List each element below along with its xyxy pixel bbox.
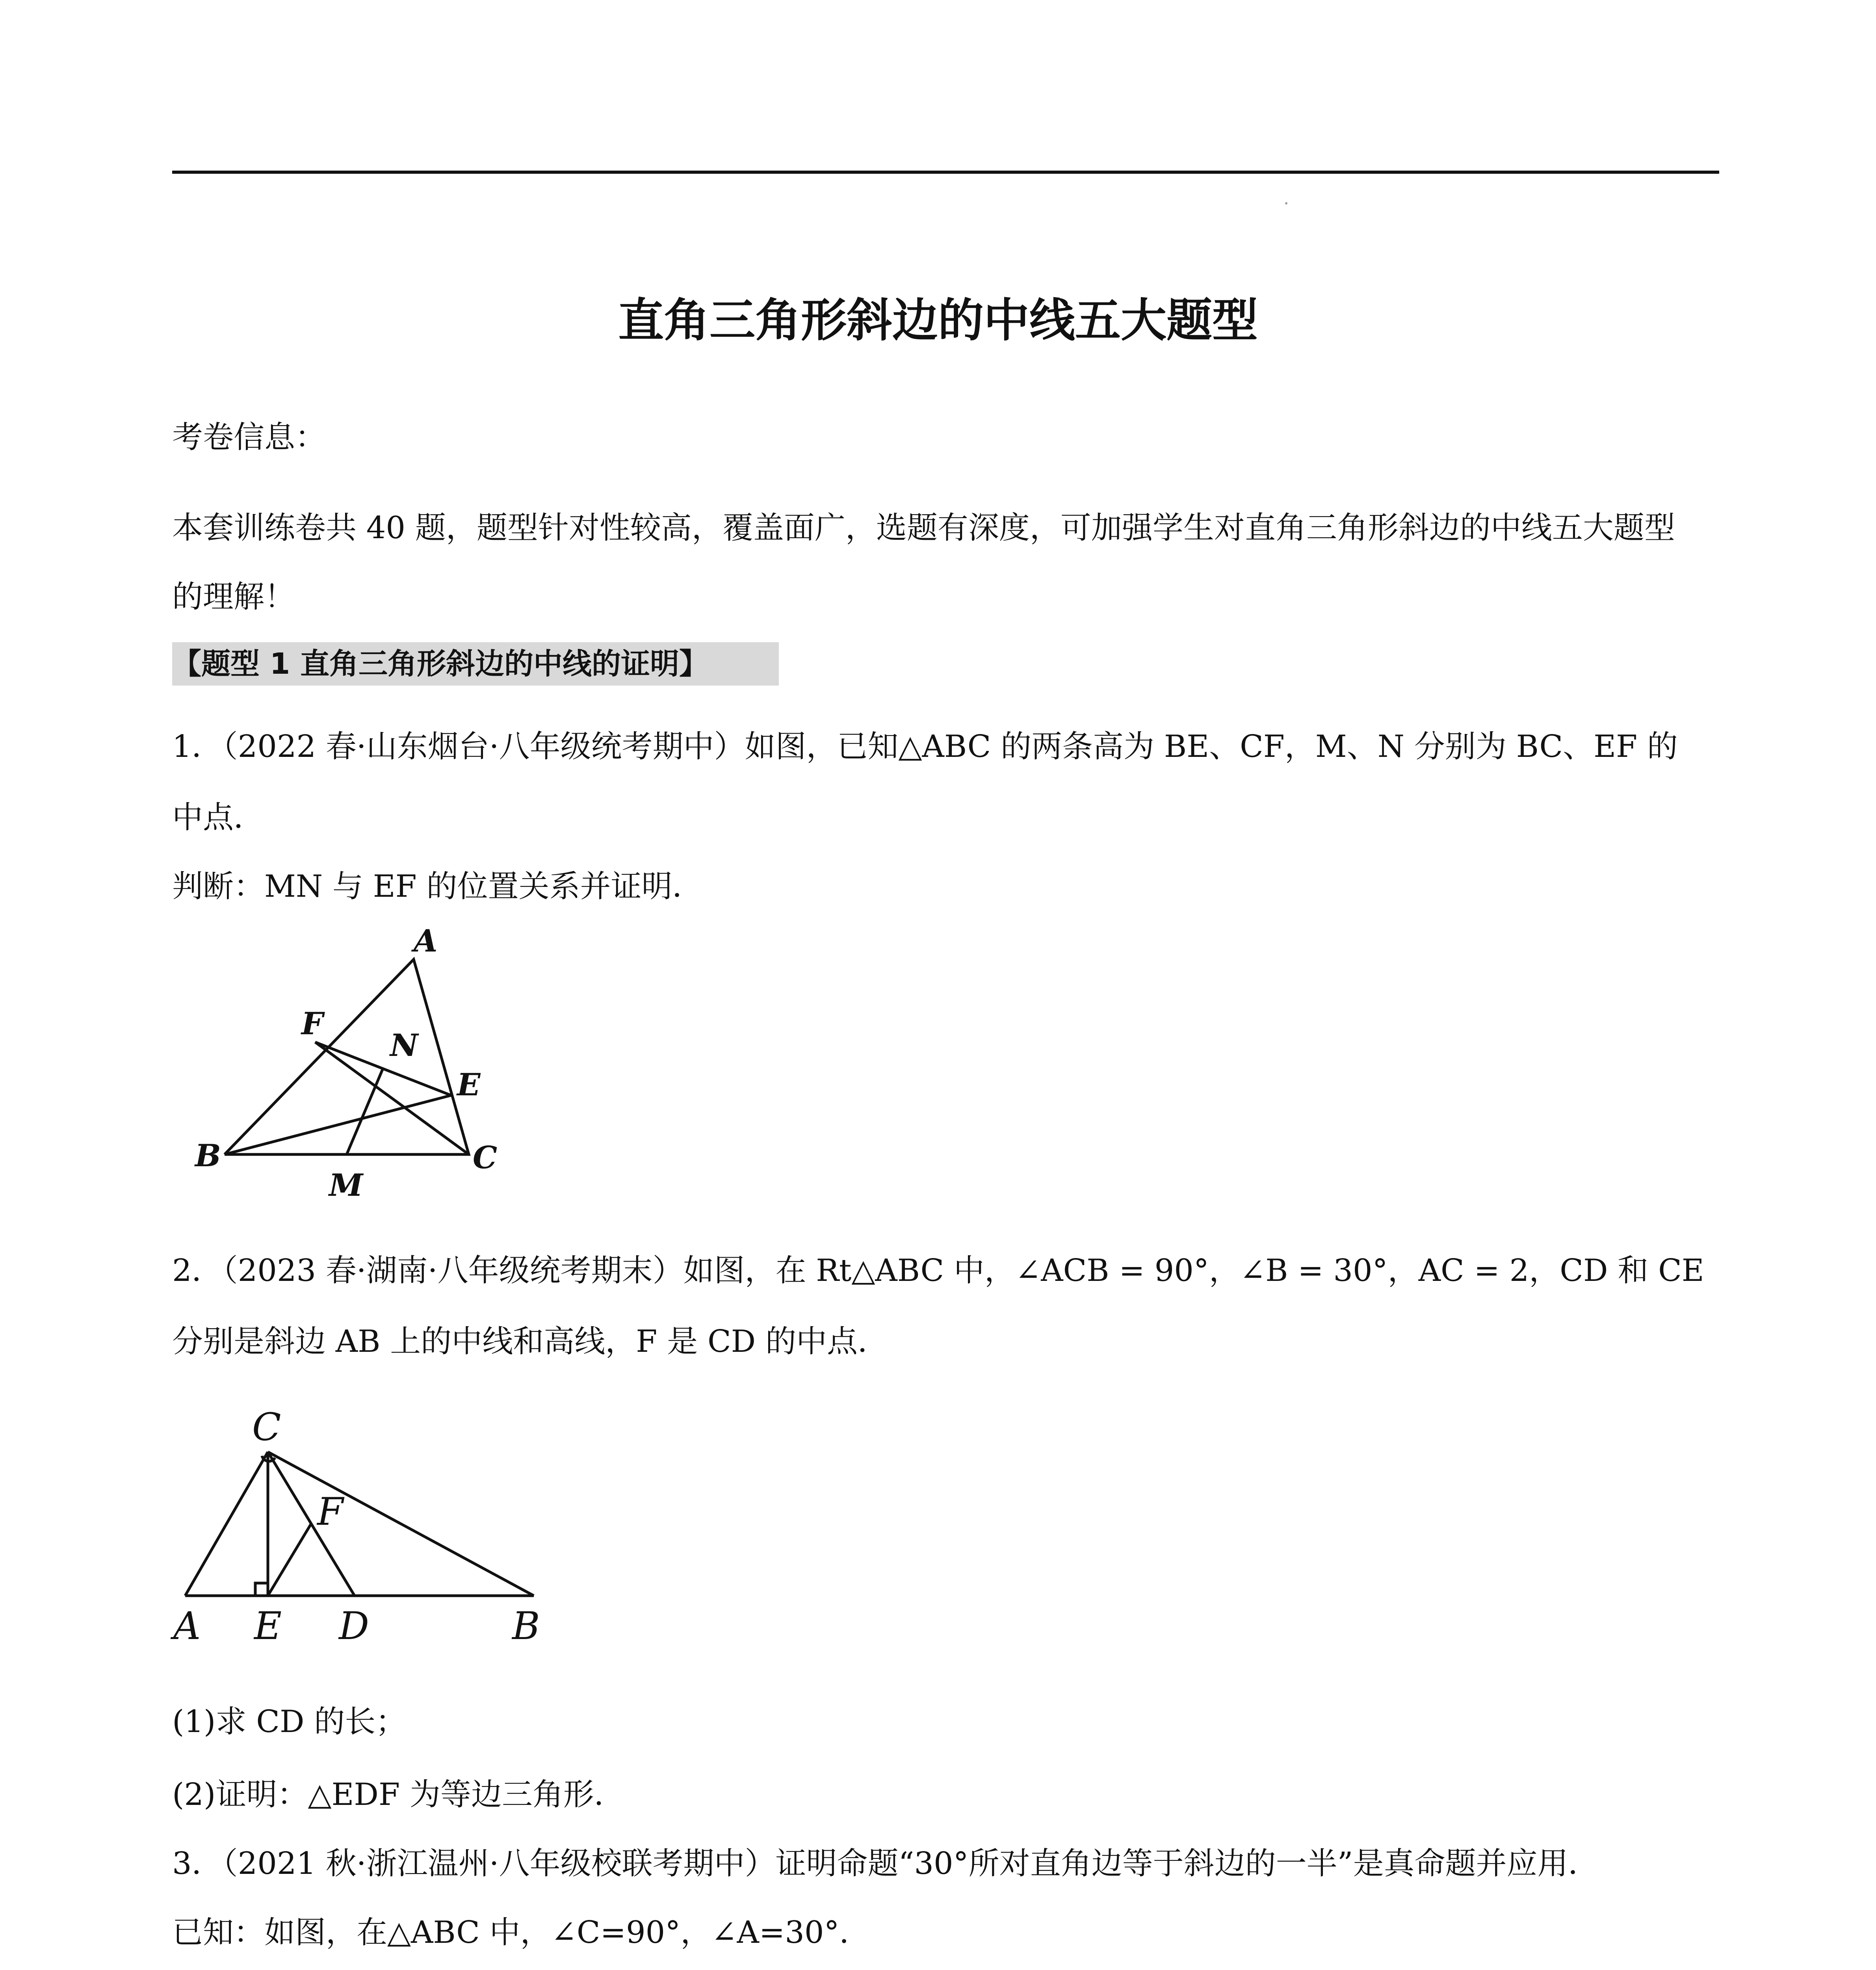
- fig2-label-F: F: [317, 1490, 344, 1534]
- header-rule: [172, 171, 1719, 174]
- fig1-label-A: A: [414, 923, 438, 959]
- q3-line-1: 3．（2021 秋·浙江温州·八年级校联考期中）证明命题“30°所对直角边等于斜边的一半”是真命题并应用．: [172, 1846, 1599, 1881]
- document-title: 直角三角形斜边的中线五大题型: [618, 294, 1258, 347]
- header-dot: [1285, 202, 1287, 204]
- fig1-label-C: C: [473, 1140, 498, 1176]
- fig2-label-C: C: [252, 1407, 281, 1449]
- fig2-label-E: E: [254, 1604, 282, 1648]
- section-banner-type-1: 【题型 1 直角三角形斜边的中线的证明】: [172, 642, 779, 686]
- fig2-label-A: A: [173, 1604, 201, 1648]
- fig1-label-N: N: [390, 1028, 418, 1063]
- fig1-label-E: E: [457, 1067, 481, 1103]
- q1-line-1: 1．（2022 春·山东烟台·八年级统考期中）如图，已知△ABC 的两条高为 BE、CF，M、N 分别为 BC、EF 的: [172, 729, 1678, 764]
- fig2-label-B: B: [512, 1604, 540, 1648]
- q1-line-2: 中点．: [172, 800, 265, 835]
- q1-line-3: 判断：MN 与 EF 的位置关系并证明．: [172, 869, 703, 904]
- figure-1-triangle-abc: [173, 922, 528, 1214]
- fig2-label-D: D: [339, 1604, 369, 1648]
- q2-line-2: 分别是斜边 AB 上的中线和高线，F 是 CD 的中点．: [172, 1324, 888, 1359]
- q2-line-1: 2．（2023 春·湖南·八年级统考期末）如图，在 Rt△ABC 中，∠ACB = 90°，∠B = 30°，AC = 2，CD 和 CE: [172, 1253, 1704, 1288]
- info-label: 考卷信息：: [172, 420, 326, 455]
- q2-part-1: (1)求 CD 的长；: [172, 1704, 407, 1740]
- fig1-label-M: M: [329, 1167, 363, 1203]
- q2-part-2: (2)证明：△EDF 为等边三角形．: [172, 1777, 625, 1812]
- fig1-label-B: B: [195, 1138, 221, 1174]
- intro-line-2: 的理解！: [172, 579, 295, 615]
- intro-line-1: 本套训练卷共 40 题，题型针对性较高，覆盖面广，选题有深度，可加强学生对直角三角形斜边的中线五大题型: [172, 510, 1675, 546]
- fig1-label-F: F: [301, 1006, 323, 1042]
- figure-2-triangle-abc: [165, 1407, 567, 1659]
- q3-line-2: 已知：如图，在△ABC 中，∠C=90°，∠A=30°．: [172, 1915, 870, 1950]
